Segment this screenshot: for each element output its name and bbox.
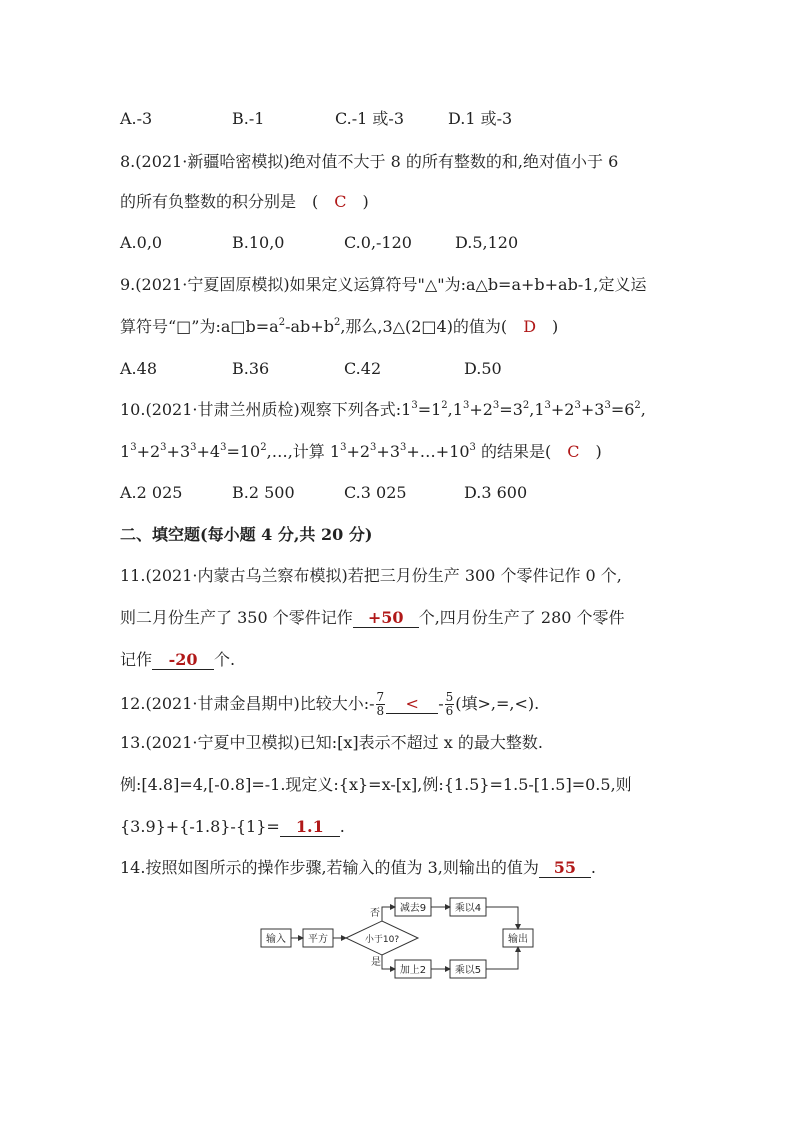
flow-square-label: 平方 xyxy=(308,934,328,945)
q13-answer: 1.1 xyxy=(280,818,340,837)
q10-option-c: C.3 025 xyxy=(344,483,407,502)
q8-line2 xyxy=(120,192,369,212)
q9-option-a: A.48 xyxy=(120,359,157,378)
flow-mul4-label: 乘以4 xyxy=(454,903,482,914)
q10-formula-1: $1^3=1^2,1^3+2^3=3^2,1^3+2^3+3^3=6^2$, xyxy=(401,399,646,419)
q11-line1: 11.(2021·内蒙古乌兰察布模拟)若把三月份生产 300 个零件记作 0 个, xyxy=(120,566,622,585)
flow-input-label: 输入 xyxy=(266,934,286,945)
q9-line2-close: ) xyxy=(536,317,559,336)
q8-line2-text: 的所有负整数的积分别是 ( xyxy=(120,192,335,211)
flowchart xyxy=(255,892,545,982)
q9-line1: 9.(2021·宁夏固原模拟)如果定义运算符号"△"为:a△b=a+b+ab-1,定义运 xyxy=(120,275,647,294)
q8-answer: C xyxy=(334,192,347,211)
q11-answer-2: -20 xyxy=(152,651,214,670)
q11-line3: 记作 -20 个. xyxy=(120,650,236,669)
q12-fraction-1: $\frac{7}{8}$ xyxy=(376,690,385,718)
q13-line1: 13.(2021·宁夏中卫模拟)已知:[x]表示不超过 x 的最大整数. xyxy=(120,733,543,752)
q11-answer-1: +50 xyxy=(353,609,419,628)
q9-line2-a: 算符号“□”为:a□b=a xyxy=(120,317,279,336)
q9-line2-b: -ab+b xyxy=(285,317,334,336)
q13-line2: 例:[4.8]=4,[-0.8]=-1.现定义:{x}=x-[x],例:{1.5}=1.5-[1.5]=0.5,则 xyxy=(120,775,632,794)
q13-line3: {3.9}+{-1.8}-{1}= 1.1 . xyxy=(120,817,345,836)
q10-formula-2: $1^3+2^3+3^3+4^3=10^2,\dots$,计算 $1^3+2^3+3^3+\dots+10^3$ 的结果是( xyxy=(120,441,568,461)
q10-answer: C xyxy=(567,442,580,461)
q8-option-d: D.5,120 xyxy=(455,233,519,252)
q8-option-a: A.0,0 xyxy=(120,233,163,252)
flow-yes-label: 是 xyxy=(371,957,381,968)
q11-line2: 则二月份生产了 350 个零件记作 +50 个,四月份生产了 280 个零件 xyxy=(120,608,625,627)
q7-option-c: C.-1 或-3 xyxy=(335,109,405,128)
q14-line: 14.按照如图所示的操作步骤,若输入的值为 3,则输出的值为 55 . xyxy=(120,858,596,877)
q10-option-d: D.3 600 xyxy=(464,483,528,502)
flow-no-label: 否 xyxy=(370,908,380,919)
q10-prefix: 10.(2021·甘肃兰州质检)观察下列各式: xyxy=(120,400,402,419)
flow-mul5-label: 乘以5 xyxy=(454,965,482,976)
flow-output-label: 输出 xyxy=(508,934,528,945)
q9-option-c: C.42 xyxy=(344,359,382,378)
flow-sub-label: 减去9 xyxy=(399,903,427,914)
flow-condition-label: 小于10? xyxy=(364,935,400,945)
q8-option-c: C.0,-120 xyxy=(344,233,412,252)
q14-answer: 55 xyxy=(539,859,591,878)
q7-option-d: D.1 或-3 xyxy=(448,109,513,128)
q10-option-b: B.2 500 xyxy=(232,483,295,502)
q12-fraction-2: $\frac{5}{6}$ xyxy=(445,690,454,718)
flow-add-label: 加上2 xyxy=(399,965,427,976)
q9-option-b: B.36 xyxy=(232,359,270,378)
q8-line2-close: ) xyxy=(346,192,369,211)
q8-option-b: B.10,0 xyxy=(232,233,285,252)
q8-line1: 8.(2021·新疆哈密模拟)绝对值不大于 8 的所有整数的和,绝对值小于 6 xyxy=(120,152,619,171)
q12-line: 12.(2021·甘肃金昌期中)比较大小:- $\frac{7}{8}$ < - $\frac{5}{6}$ (填>,=,<). xyxy=(120,690,540,718)
q12-answer: < xyxy=(386,695,438,714)
q10-option-a: A.2 025 xyxy=(120,483,183,502)
section-heading: 二、填空题(每小题 4 分,共 20 分) xyxy=(120,525,373,544)
q10-line1 xyxy=(120,400,646,420)
q9-line2-c: ,那么,3△(2□4)的值为( xyxy=(340,317,524,336)
q7-option-b: B.-1 xyxy=(232,109,265,128)
q9-option-d: D.50 xyxy=(464,359,502,378)
q10-line2: $1^3+2^3+3^3+4^3=10^2,\dots$,计算 $1^3+2^3+3^3+\dots+10^3$ 的结果是( C ) xyxy=(120,441,602,461)
q9-answer: D xyxy=(523,317,537,336)
q7-option-a: A.-3 xyxy=(120,109,153,128)
q9-line2: 算符号“□”为$:a□b=a^2-ab+b^2$,那么,3△(2□4)的值为( D ) xyxy=(120,316,559,336)
